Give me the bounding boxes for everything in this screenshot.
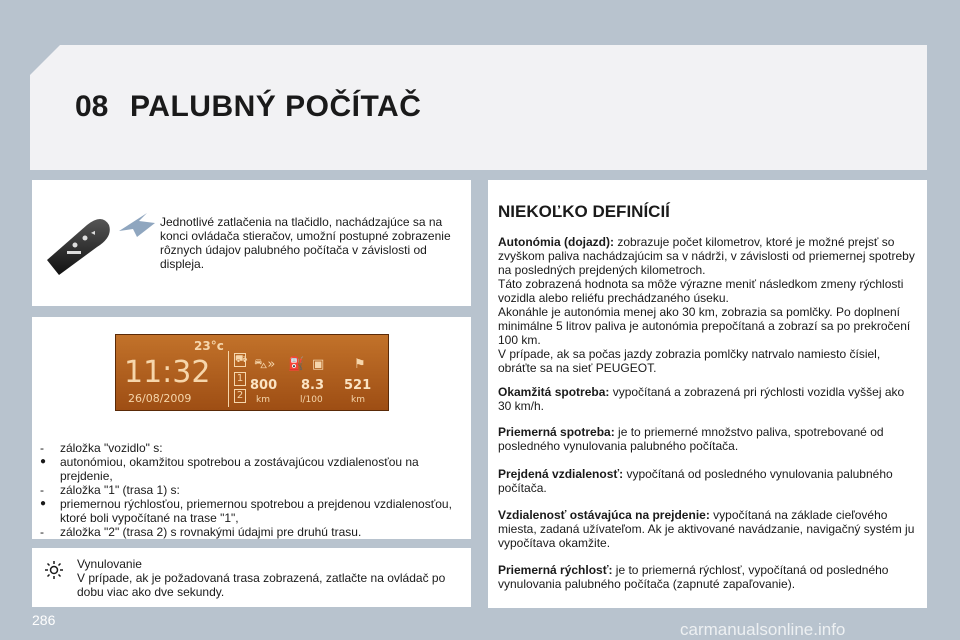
display-temperature: 23°c (194, 339, 224, 353)
reset-description: V prípade, ak je požadovaná trasa zobrazená, zatlačte na ovládač po dobu viac ako dve sekundy. (77, 571, 446, 599)
reset-text (77, 557, 457, 599)
list-item: ● autonómiou, okamžitou spotrebou a zostávajúcou vzdialenosťou na prejdenie, (40, 455, 419, 483)
consumption-unit: l/100 (300, 395, 323, 405)
consumption-value: 8.3 (301, 378, 325, 393)
definition-item: Autonómia (dojazd): zobrazuje počet kilometrov, ktoré je možné prejsť so zvyškom paliva nachádzajúcim sa v nádrži, v závislosti od priemernej spotreby na posledných prejdených kilometroch. Táto zobrazená hodnota sa môže výrazne meniť následkom zmeny rýchlosti vozidla alebo reliéfu prechádzaného úseku. Akonáhle je autonómia menej ako 30 km, zobrazia sa pomlčky. Po doplnení minimálne 5 litrov paliva je autonómia prepočítaná a zobrazí sa po prekročení 100 km. V prípade, ak sa počas jazdy zobrazia pomlčky natrvalo namiesto čísiel, obráťte sa na sieť PEUGEOT. (498, 235, 915, 375)
definitions-panel (488, 180, 927, 608)
page-title: PALUBNÝ POČÍTAČ (130, 90, 422, 123)
definition-item: Priemerná rýchlosť: je to priemerná rýchlosť, vypočítaná od posledného vynulovania palubného počítača (zapnuté zapaľovanie). (498, 563, 889, 591)
svg-text:◂: ◂ (91, 228, 96, 237)
watermark: carmanualsonline.info (680, 620, 846, 639)
definition-item: Priemerná spotreba: je to priemerné množstvo paliva, spotrebované od posledného vynulovania palubného počítača. (498, 425, 884, 453)
list-item: - záložka "vozidlo" s: (40, 441, 163, 455)
display-panel (32, 317, 471, 539)
fuel-pump-icon: ⛽ (288, 357, 305, 372)
definition-item: Vzdialenosť ostávajúca na prejdenie: vypočítaná na základe cieľového miesta, zadaná užívateľom. Ak je aktivované navádzanie, navigačný systém ju vypočítava okamžite. (498, 508, 915, 550)
list-item: ● priemernou rýchlosťou, priemernou spotrebou a prejdenou vzdialenosťou, ktoré boli vypočítané na trase "1", (40, 497, 452, 525)
definitions-title: NIEKOĽKO DEFINÍCIÍ (498, 202, 670, 221)
definition-item: Okamžitá spotreba: vypočítaná a zobrazená pri rýchlosti vozidla vyššej ako 30 km/h. (498, 385, 905, 413)
car-range-icon: ⛍» (254, 357, 276, 372)
reset-title: Vynulovanie (77, 557, 142, 571)
chapter-number: 08 (75, 90, 109, 123)
intro-text: Jednotlivé zatlačenia na tlačidlo, nachádzajúce sa na konci ovládača stieračov, umožní postupné zobrazenie rôznych údajov palubného počítača v závislosti od displeja. (160, 215, 451, 271)
reset-panel (32, 548, 471, 607)
vehicle-tab-icon: ⛟ (235, 354, 248, 365)
intro-panel (32, 180, 471, 306)
sun-icon (44, 560, 64, 580)
page-number: 286 (32, 612, 56, 628)
definition-item: Prejdená vzdialenosť: vypočítaná od posledného vynulovania palubného počítača. (498, 467, 893, 495)
trip-1-tab: 1 (234, 372, 246, 386)
wiper-stalk-icon (47, 205, 157, 275)
trip-2-tab: 2 (234, 389, 246, 403)
tab-description-list (40, 441, 460, 539)
display-divider (228, 351, 229, 407)
fuel-can-icon: ▣ (312, 357, 325, 372)
range-value: 800 (250, 378, 278, 393)
remaining-distance-unit: km (351, 395, 365, 405)
multifunction-display (115, 334, 389, 411)
range-unit: km (256, 395, 270, 405)
finish-flag-icon: ⚑ (354, 357, 366, 372)
display-time: 11:32 (124, 355, 211, 390)
display-date: 26/08/2009 (128, 392, 192, 405)
list-item: - záložka "1" (trasa 1) s: (40, 483, 180, 497)
remaining-distance-value: 521 (344, 378, 372, 393)
list-item: - záložka "2" (trasa 2) s rovnakými údajmi pre druhú trasu. (40, 525, 362, 539)
